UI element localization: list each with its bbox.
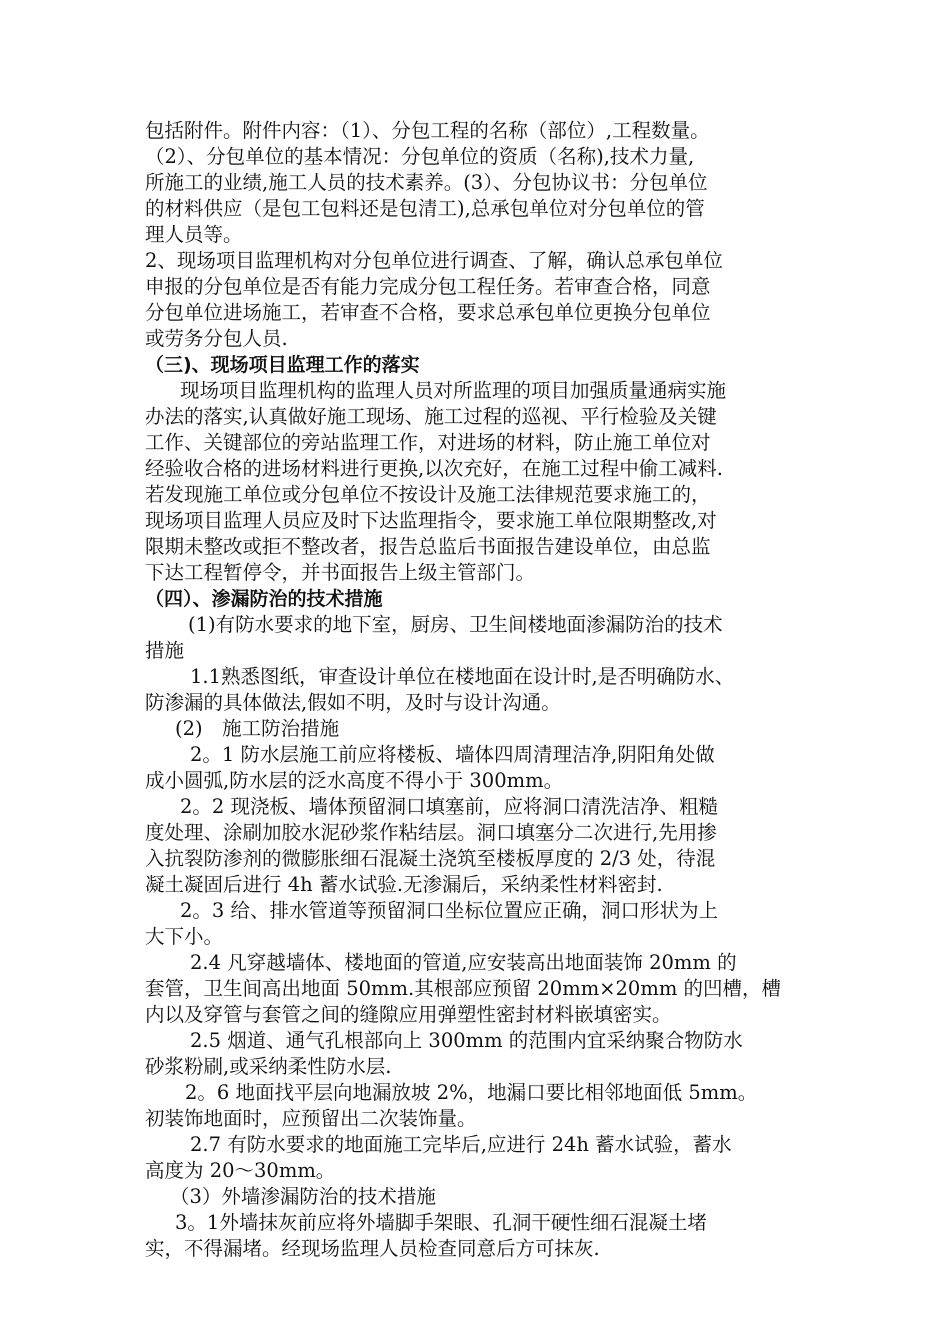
text-line: 砂浆粉刷,或采纳柔性防水层. <box>145 1055 392 1078</box>
text-line: 2。1 防水层施工前应将楼板、墙体四周清理洁净,阴阳角处做 <box>190 743 715 766</box>
text-line: 2、现场项目监理机构对分包单位进行调查、了解，确认总承包单位 <box>145 249 723 272</box>
text-line: 3。1外墙抹灰前应将外墙脚手架眼、孔洞干硬性细石混凝土堵 <box>175 1211 707 1234</box>
text-line: 办法的落实,认真做好施工现场、施工过程的巡视、平行检验及关键 <box>145 405 717 428</box>
text-line: 工作、关键部位的旁站监理工作，对进场的材料，防止施工单位对 <box>145 431 711 454</box>
text-line: 或劳务分包人员. <box>145 327 288 350</box>
text-line: 大下小。 <box>145 925 224 948</box>
text-line: （2）、分包单位的基本情况：分包单位的资质（名称),技术力量, <box>145 145 695 168</box>
text-line: 的材料供应（是包工包料还是包清工),总承包单位对分包单位的管 <box>145 197 705 220</box>
section-heading-3: （三)、现场项目监理工作的落实 <box>145 354 420 376</box>
subsection-heading: (2) 施工防治措施 <box>175 717 340 740</box>
text-line: 成小圆弧,防水层的泛水高度不得小于 300mm。 <box>145 769 564 792</box>
text-line: 限期未整改或拒不整改者，报告总监后书面报告建设单位，由总监 <box>145 535 711 558</box>
text-line: 措施 <box>145 639 185 662</box>
text-line: 高度为 20～30mm。 <box>145 1159 336 1182</box>
text-line: (1)有防水要求的地下室，厨房、卫生间楼地面渗漏防治的技术 <box>188 613 723 636</box>
text-line: 2.5 烟道、通气孔根部向上 300mm 的范围内宜采纳聚合物防水 <box>190 1029 743 1052</box>
text-line: 套管，卫生间高出地面 50mm.其根部应预留 20mm×20mm 的凹槽，槽 <box>145 977 782 1000</box>
text-line: 2.4 凡穿越墙体、楼地面的管道,应安装高出地面装饰 20mm 的 <box>190 951 737 974</box>
subsection-heading: （3）外墙渗漏防治的技术措施 <box>170 1185 436 1208</box>
text-line: 度处理、涂刷加胶水泥砂浆作粘结层。洞口填塞分二次进行,先用掺 <box>145 821 717 844</box>
text-line: 2。6 地面找平层向地漏放坡 2%，地漏口要比相邻地面低 5mm。 <box>185 1081 758 1104</box>
text-line: 现场项目监理机构的监理人员对所监理的项目加强质量通病实施 <box>180 379 727 402</box>
text-line: 初装饰地面时，应预留出二次装饰量。 <box>145 1107 477 1130</box>
text-line: 所施工的业绩,施工人员的技术素养。(3）、分包协议书：分包单位 <box>145 171 708 194</box>
text-line: 分包单位进场施工，若审查不合格，要求总承包单位更换分包单位 <box>145 301 711 324</box>
text-line: 下达工程暂停令，并书面报告上级主管部门。 <box>145 561 536 584</box>
text-line: 2.7 有防水要求的地面施工完毕后,应进行 24h 蓄水试验，蓄水 <box>190 1133 732 1156</box>
text-line: 2。2 现浇板、墙体预留洞口填塞前，应将洞口清洗洁净、粗糙 <box>180 795 719 818</box>
text-line: 申报的分包单位是否有能力完成分包工程任务。若审查合格，同意 <box>145 275 711 298</box>
text-line: 2。3 给、排水管道等预留洞口坐标位置应正确，洞口形状为上 <box>180 899 719 922</box>
text-line: 1.1熟悉图纸，审查设计单位在楼地面在设计时,是否明确防水、 <box>190 665 735 688</box>
text-line: 防渗漏的具体做法,假如不明，及时与设计沟通。 <box>145 691 561 714</box>
text-line: 若发现施工单位或分包单位不按设计及施工法律规范要求施工的， <box>145 483 711 506</box>
text-line: 入抗裂防渗剂的微膨胀细石混凝土浇筑至楼板厚度的 2/3 处，待混 <box>145 847 716 870</box>
text-line: 经验收合格的进场材料进行更换,以次充好，在施工过程中偷工减料. <box>145 457 723 480</box>
section-heading-4: （四）、渗漏防治的技术措施 <box>145 588 383 610</box>
text-line: 凝土凝固后进行 4h 蓄水试验.无渗漏后，采纳柔性材料密封. <box>145 873 663 896</box>
text-line: 现场项目监理人员应及时下达监理指令，要求施工单位限期整改,对 <box>145 509 717 532</box>
text-line: 内以及穿管与套管之间的缝隙应用弹塑性密封材料嵌填密实。 <box>145 1003 672 1026</box>
text-line: 包括附件。附件内容：（1）、分包工程的名称（部位）,工程数量。 <box>145 119 710 142</box>
text-line: 理人员等。 <box>145 223 243 246</box>
text-line: 实，不得漏堵。经现场监理人员检查同意后方可抹灰. <box>145 1237 600 1260</box>
